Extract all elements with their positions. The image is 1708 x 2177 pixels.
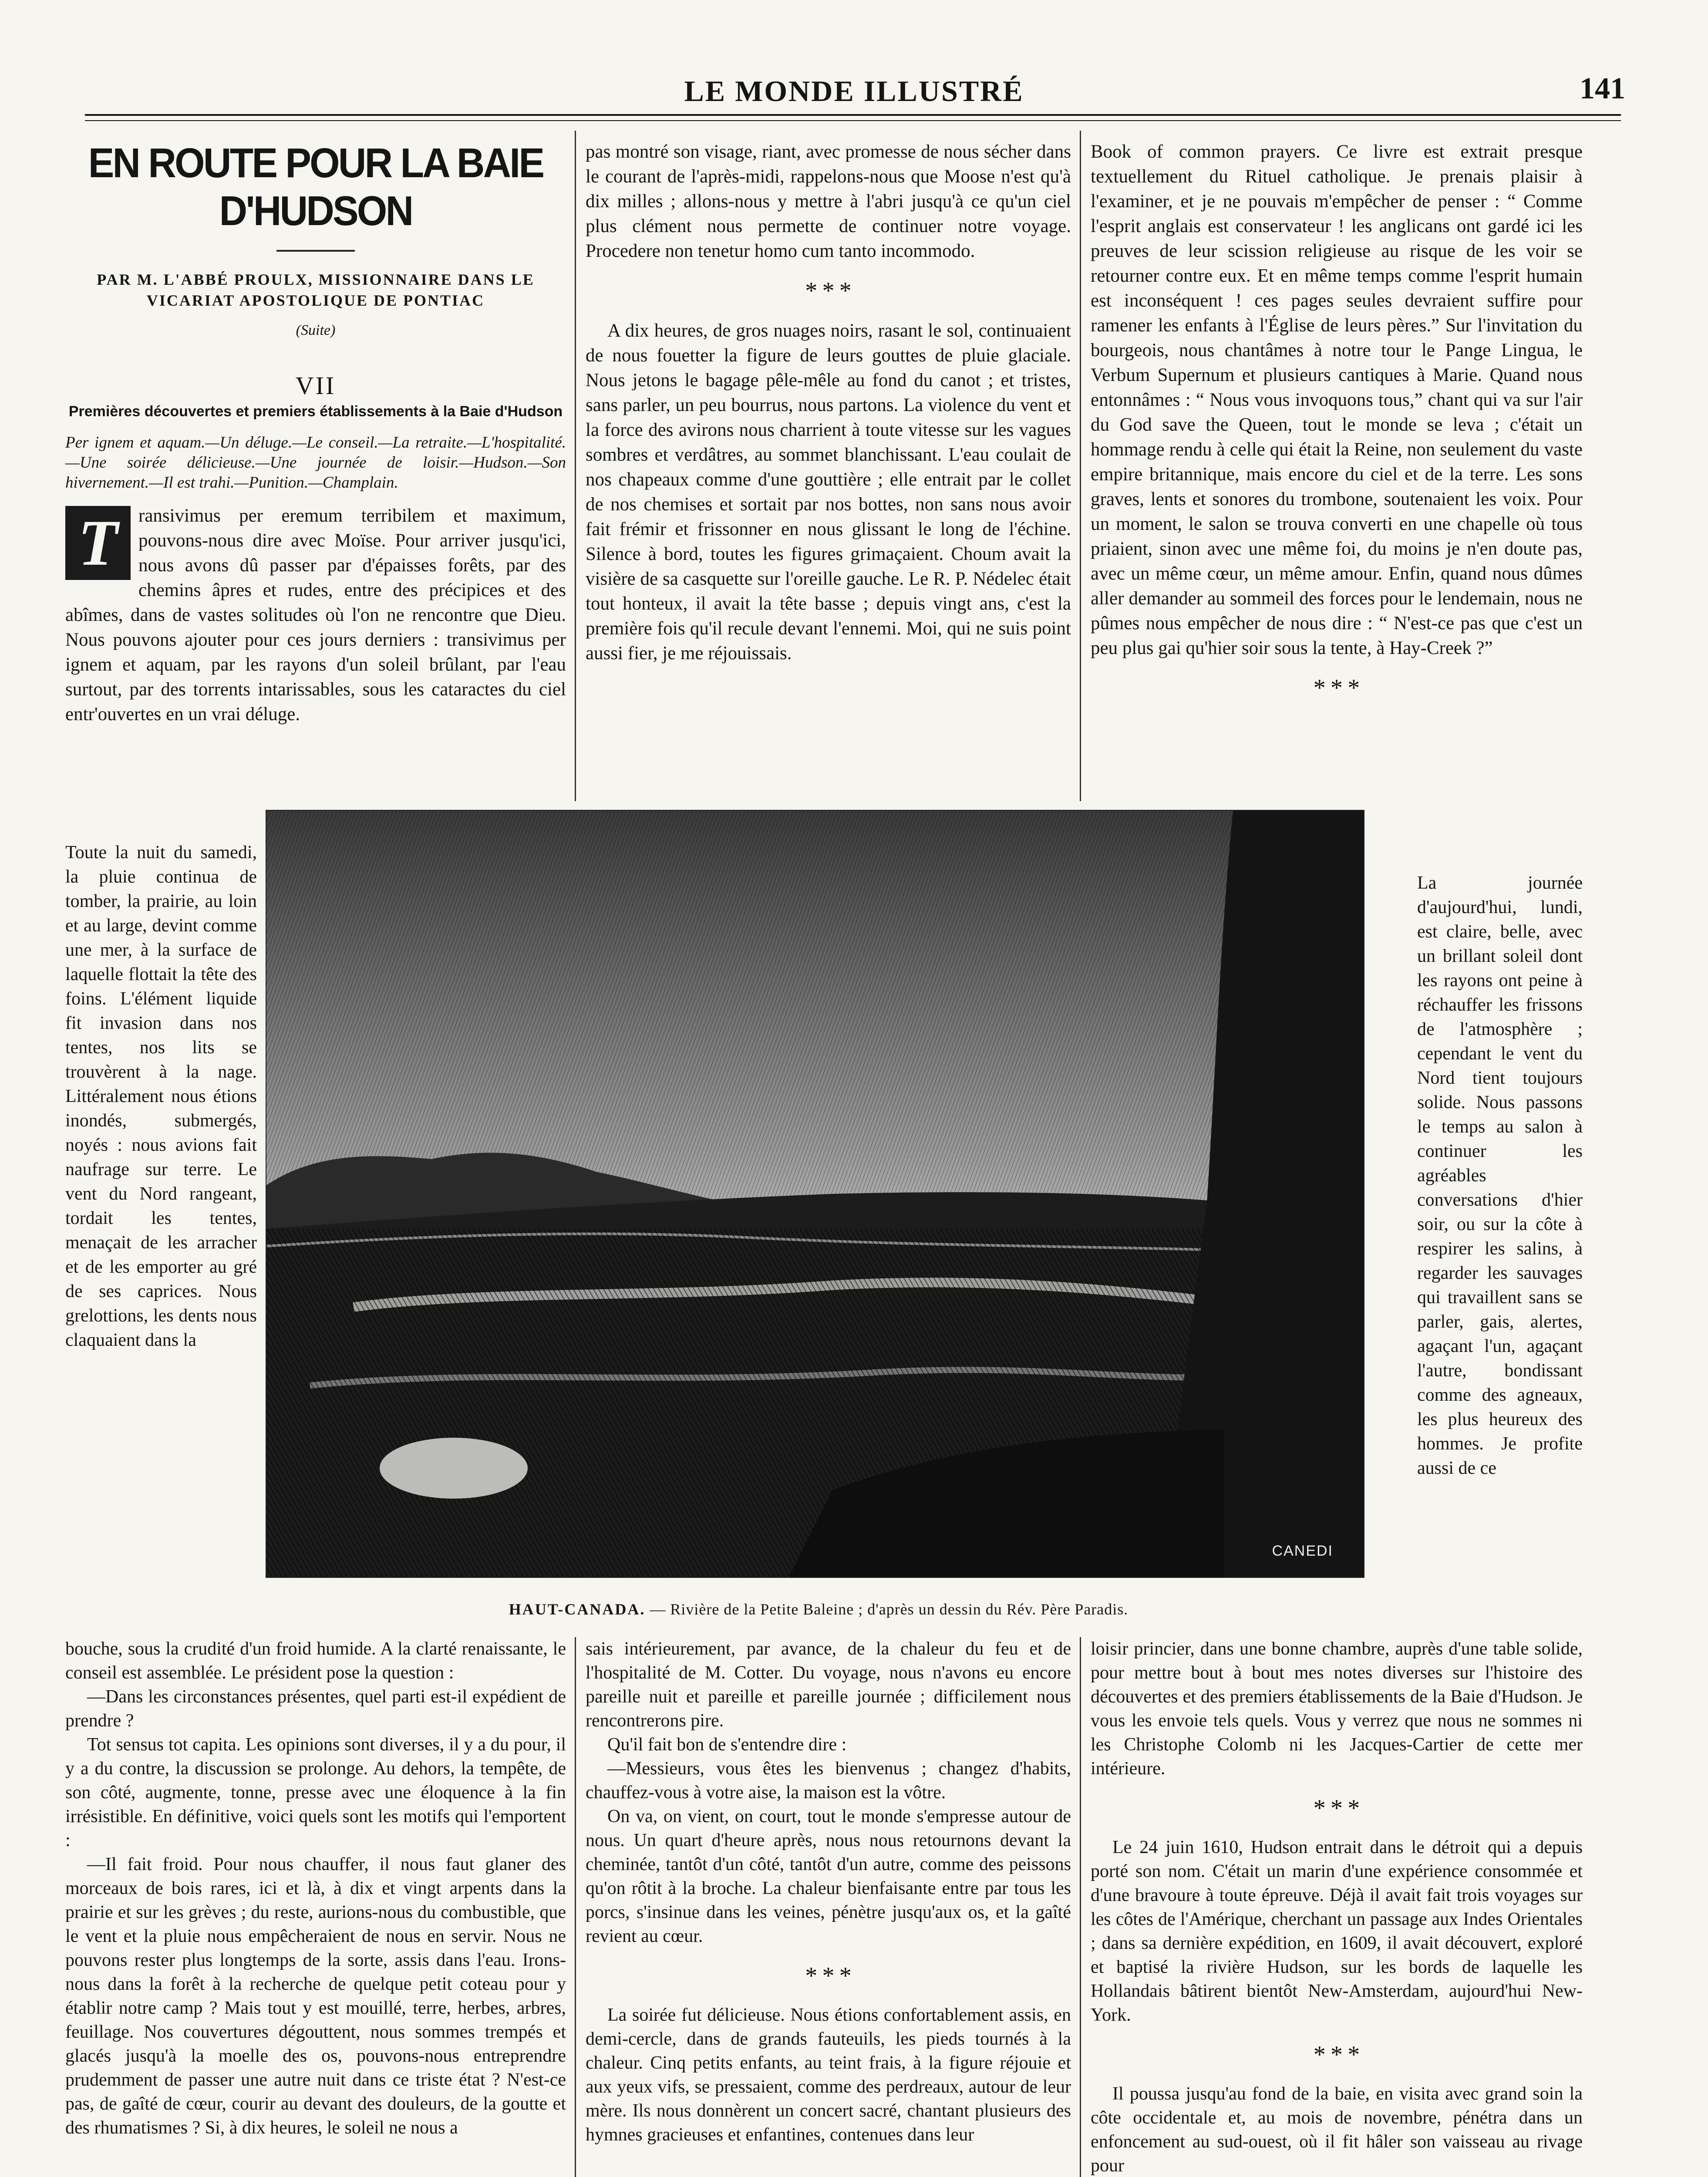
column-1-narrow: [65, 840, 257, 1352]
paragraph: pas montré son visage, riant, avec promesse de nous sécher dans le courant de l'après-midi, rappelons-nous que Moose n'est qu'à dix milles ; allons-nous y mettre à l'abri jusqu'à ce qu'un ciel plus clément nous permette de continuer notre voyage. Procedere non tenetur homo cum tanto incommodo.: [586, 142, 1071, 261]
paragraph: —Dans les circonstances présentes, quel parti est-il expédient de prendre ?: [65, 1687, 566, 1731]
column-divider: [575, 1637, 576, 2177]
header-rule: [85, 114, 1621, 121]
paragraph: Qu'il fait bon de s'entendre dire :: [607, 1735, 847, 1755]
landscape-engraving: [266, 811, 1364, 1577]
section-asterism: * * *: [1313, 674, 1360, 701]
column-2-bottom: [586, 1637, 1071, 2147]
column-divider: [1080, 1637, 1081, 2177]
byline: PAR M. L'ABBÉ PROULX, MISSIONNAIRE DANS LE VICARIAT APOSTOLIQUE DE PONTIAC: [97, 271, 535, 309]
lead-text: ransivimus per eremum terribilem et maximum, pouvons-nous dire avec Moïse. Pour arriver jusqu'ici, nous avons dû passer par d'épaisses forêts, par des chemins âpres et rudes, entre des précipices et des abîmes, dans de vastes solitudes où l'on ne rencontre que Dieu. Nous pouvons ajouter pour ces jours derniers : transivimus per ignem et aquam, par les rayons d'un soleil brûlant, par l'eau surtout, par des torrents intarissables, sous les cataractes du ciel entr'ouvertes en un vrai déluge.: [65, 505, 566, 725]
caption-text: — Rivière de la Petite Baleine ; d'après un dessin du Rév. Père Paradis.: [650, 1601, 1129, 1618]
column-2-top: [586, 139, 1071, 666]
column-3-bottom: [1091, 1637, 1583, 2177]
caption-heading: HAUT-CANADA.: [509, 1601, 646, 1618]
paragraph: Tot sensus tot capita. Les opinions sont diverses, il y a du pour, il y a du contre, la discussion se prolonge. Au dehors, la tempête, de son côté, augmente, tonne, presse avec une éloquence à la fin irrésistible. En définitive, voici quels sont les motifs qui l'emportent :: [65, 1735, 566, 1850]
engraving-illustration: [266, 810, 1364, 1578]
paragraph: loisir princier, dans une bonne chambre, auprès d'une table solide, pour mettre bout à bout mes notes diverses sur l'histoire des découvertes et des premiers établissements de la Baie d'Hudson. Je vous les envoie tels quels. Vous y verrez que nous ne sommes ni les Christophe Colomb ni les Jacques-Cartier de cette mer intérieure.: [1091, 1639, 1583, 1779]
masthead: [70, 65, 1638, 113]
column-1-bottom: [65, 1637, 566, 2140]
paragraph: —Messieurs, vous êtes les bienvenus ; changez d'habits, chauffez-vous à votre aise, la maison est la vôtre.: [586, 1759, 1071, 1803]
section-asterism: * * *: [805, 1962, 852, 1989]
section-asterism: * * *: [1313, 2041, 1360, 2068]
column-divider: [1080, 131, 1081, 801]
narrow-text-left: Toute la nuit du samedi, la pluie continua de tomber, la prairie, au loin et au large, devint comme une mer, à la surface de laquelle flottait la tête des foins. L'élément liquide fit invasion dans nos tentes, nos lits se trouvèrent à la nage. Littéralement nous étions inondés, submergés, noyés : nous avions fait naufrage sur terre. Le vent du Nord rangeant, tordait les tentes, menaçait de les arracher et de les emporter au gré de ses caprices. Nous grelottions, les dents nous claquaient dans la: [65, 842, 257, 1350]
section-asterism: * * *: [1313, 1795, 1360, 1822]
column-divider: [575, 131, 576, 801]
continued-label: (Suite): [296, 322, 336, 338]
paragraph: On va, on vient, on court, tout le monde s'empresse autour de nous. Un quart d'heure après, nous nous retournons devant la cheminée, tantôt d'un côté, tantôt d'un autre, comme des peissons qu'on rôtit à la broche. La chaleur bienfaisante entre par tous les porcs, s'insinue dans les veines, pénètre jusqu'aux os, et la gaîté revient au cœur.: [586, 1806, 1071, 1946]
drop-cap: T: [65, 506, 131, 580]
newspaper-title: LE MONDE ILLUSTRÉ: [684, 74, 1024, 108]
chapter-title: Premières découvertes et premiers établissements à la Baie d'Hudson: [68, 403, 563, 420]
column-1-top: [65, 139, 566, 727]
article-headline: EN ROUTE POUR LA BAIE D'HUDSON: [88, 140, 543, 234]
paragraph: —Il fait froid. Pour nous chauffer, il nous faut glaner des morceaux de bois rares, ici et là, à dix et vingt arpents dans la prairie et sur les grèves ; du reste, aurions-nous du combustible, que le vent et la pluie nous empêcheraient de nous en servir. Nous ne pouvons rester plus longtemps de la sorte, assis dans l'eau. Irons-nous dans la forêt à la recherche de quelque petit coteau pour y établir notre camp ? Mais tout y est mouillé, terre, herbes, arbres, feuillage. Nos couvertures dégouttent, nous sommes trempés et glacés jusqu'à la moelle des os, pouvons-nous entreprendre prudemment de passer une autre nuit dans ce triste état ? N'est-ce pas, de gaîté de cœur, courir au devant des douleurs, de la goutte et des rhumatismes ? Si, à dix heures, le soleil ne nous a: [65, 1854, 566, 2138]
engraver-signature: CANEDI: [1272, 1543, 1333, 1559]
lead-paragraph: [65, 503, 566, 727]
paragraph: sais intérieurement, par avance, de la chaleur du feu et de l'hospitalité de M. Cotter. Du voyage, nous n'avons eu encore pareille nuit et pareille et pareille journée ; difficilement nous rencontrerons pire.: [586, 1639, 1071, 1731]
headline-rule: [276, 250, 355, 252]
paragraph: Il poussa jusqu'au fond de la baie, en visita avec grand soin la côte occidentale et, au mois de novembre, pénétra dans un enfoncement au sud-ouest, où il fit hâler son vaisseau au rivage pour: [1091, 2084, 1583, 2176]
section-asterism: * * *: [805, 277, 852, 304]
column-3-top: [1091, 139, 1583, 715]
page-number: 141: [1580, 72, 1625, 105]
narrow-text-right: La journée d'aujourd'hui, lundi, est claire, belle, avec un brillant soleil dont les rayons ont peine à réchauffer les frissons de l'atmosphère ; cependant le vent du Nord tient toujours solide. Nous passons le temps au salon à continuer les agréables conversations d'hier soir, ou sur la côte à respirer les salins, à regarder les sauvages qui travaillent sans se parler, gais, alertes, agaçant l'un, agaçant l'autre, bondissant comme des agneaux, les plus heureux des hommes. Je profite aussi de ce: [1417, 873, 1583, 1478]
column-3-narrow: [1417, 871, 1583, 1480]
chapter-number: VII: [295, 371, 336, 400]
paragraph: La soirée fut délicieuse. Nous étions confortablement assis, en demi-cercle, dans de grands fauteuils, les pieds tournés à la chaleur. Cinq petits enfants, au teint frais, à la figure réjouie et aux yeux vifs, se pressaient, comme des perdreaux, autour de leur mère. Ils nous donnèrent un concert sacré, chantant plusieurs des hymnes gracieuses et enfantines, contenues dans leur: [586, 2005, 1071, 2145]
paragraph: Book of common prayers. Ce livre est extrait presque textuellement du Rituel catholique. Je prenais plaisir à l'examiner, et je ne pouvais m'empêcher de penser : “ Comme l'esprit anglais est conservateur ! les anglicans ont gardé ici les preuves de leur scission religieuse au risque de les voir se retourner contre eux. Et en même temps comme l'esprit humain est inconséquent ! ces pages seules devraient suffire pour ramener les enfants à l'Église de leurs pères.” Sur l'invitation du bourgeois, nous chantâmes à notre tour le Pange Lingua, le Verbum Supernum et plusieurs cantiques à Marie. Quand nous entonnâmes : “ Nous vous invoquons tous,” chant qui va sur l'air du God save the Queen, tout le monde se leva ; c'était un hommage rendu à celle qui était la Reine, non seulement du vaste empire britannique, mais encore du ciel et de la terre. Les sons graves, lents et sonores du trombone, soutenaient les voix. Pour un moment, le salon se trouva converti en une chapelle où tous priaient, sinon avec une même foi, du moins je n'en doute pas, avec un même cœur, un même amour. Enfin, quand nous dûmes aller demander au sommeil des forces pour le lendemain, nous ne pûmes nous empêcher de nous dire : “ N'est-ce pas que c'est un peu plus gai qu'hier soir sous la tente, à Hay-Creek ?”: [1091, 142, 1583, 658]
paragraph: Le 24 juin 1610, Hudson entrait dans le détroit qui a depuis porté son nom. C'était un marin d'une expérience consommée et d'une bravoure à toute épreuve. Déjà il avait fait trois voyages sur les côtes de l'Amérique, cherchant un passage aux Indes Orientales ; dans sa dernière expédition, en 1609, il avait découvert, exploré et baptisé la rivière Hudson, sur les bords de laquelle les Hollandais bâtirent bientôt New-Amsterdam, aujourd'hui New-York.: [1091, 1837, 1583, 2025]
illustration-caption: [261, 1600, 1376, 1618]
chapter-summary: Per ignem et aquam.—Un déluge.—Le conseil.—La retraite.—L'hospitalité.—Une soirée délicieuse.—Une journée de loisir.—Hudson.—Son hivernement.—Il est trahi.—Punition.—Champlain.: [65, 434, 566, 492]
paragraph: A dix heures, de gros nuages noirs, rasant le sol, continuaient de nous fouetter la figure de leurs gouttes de pluie glaciale. Nous jetons le bagage pêle-mêle au fond du canot ; et tristes, sans parler, un peu bourrus, nous partons. La violence du vent et la force des avirons nous charrient à toute vitesse sur les vagues sombres et verdâtres, au sommet blanchissant. L'eau coulait de nos chapeaux comme d'une gouttière ; elle entrait par le collet de nos chemises et sortait par nos bottes, non sans nous avoir fait frémir et frissonner en nous glissant le long de l'échine. Silence à bord, toutes les figures grimaçaient. Choum avait la visière de sa casquette sur l'oreille gauche. Le R. P. Nédelec était tout honteux, il avait la tête basse ; depuis vingt ans, c'est la première fois qu'il recule devant l'ennemi. Moi, qui ne suis point aussi fier, je me réjouissais.: [586, 320, 1071, 664]
paragraph: bouche, sous la crudité d'un froid humide. A la clarté renaissante, le conseil est assemblée. Le président pose la question :: [65, 1639, 566, 1683]
